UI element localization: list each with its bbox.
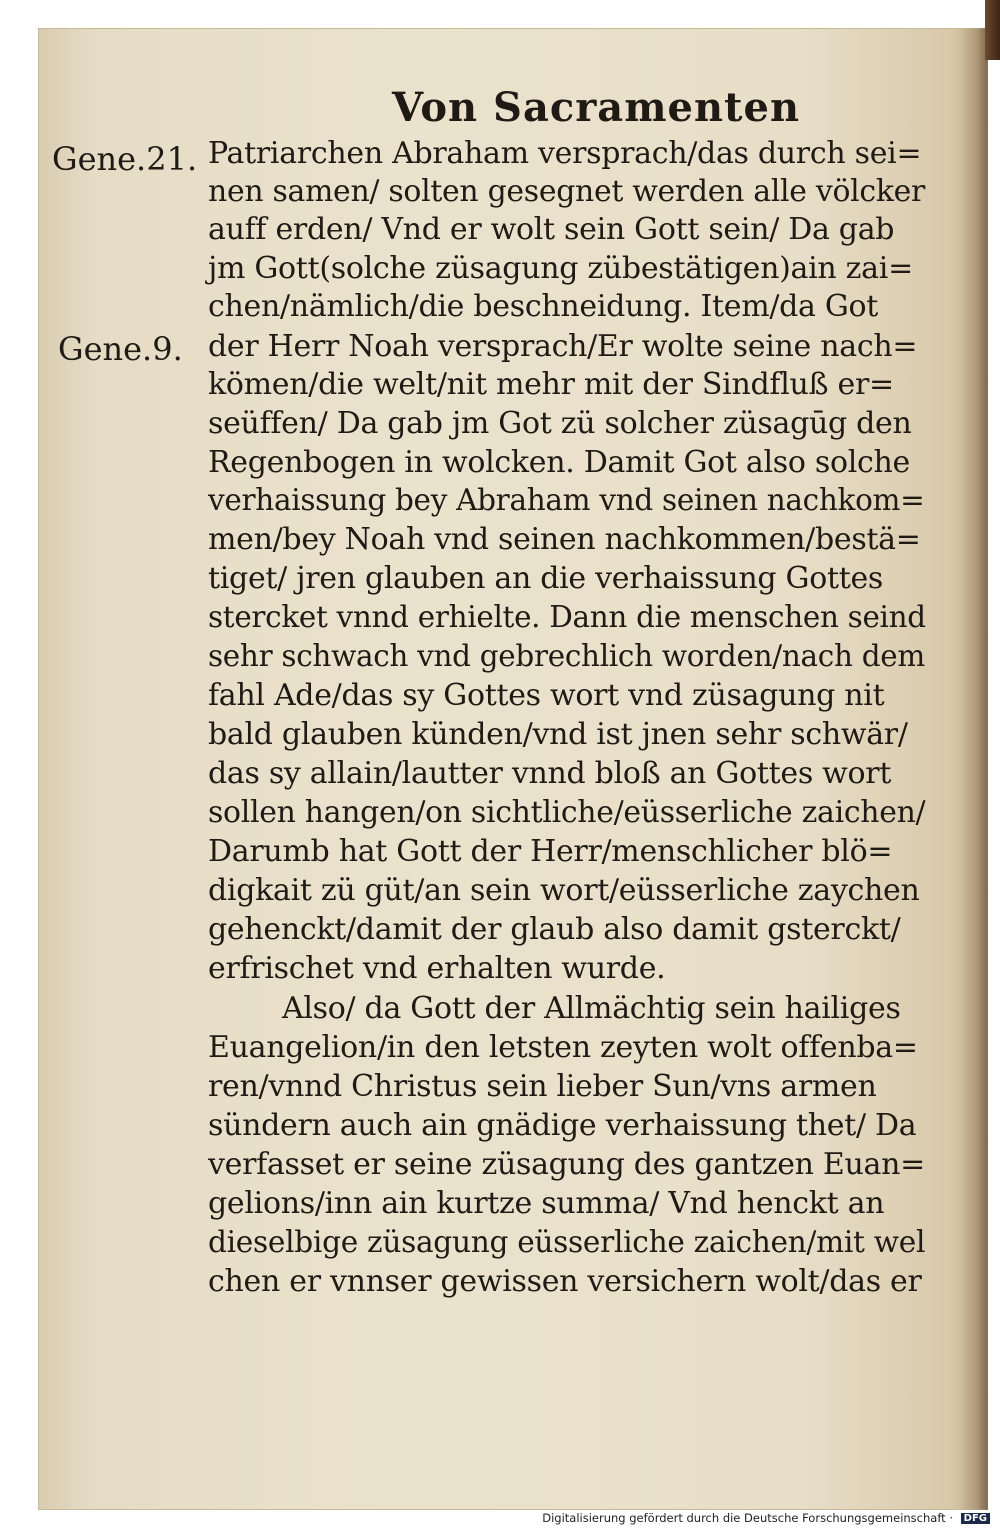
text-line: jm Gott(solche züsagung zübestätigen)ain zai= (208, 251, 913, 286)
margin-note-gene-9: Gene.9. (58, 330, 183, 368)
text-line: chen/nämlich/die beschneidung. Item/da Got (208, 289, 879, 324)
text-line: seüffen/ Da gab jm Got zü solcher züsagūg den (208, 406, 912, 441)
text-line: Darumb hat Gott der Herr/menschlicher blö= (208, 834, 893, 869)
text-line: der Herr Noah versprach/Er wolte seine nach= (208, 329, 918, 364)
text-line: bald glauben künden/vnd ist jnen sehr schwär/ (208, 717, 908, 752)
text-line: digkait zü güt/an sein wort/eüsserliche zaychen (208, 873, 920, 908)
text-line: fahl Ade/das sy Gottes wort vnd züsagung nit (208, 678, 885, 713)
text-line: Regenbogen in wolcken. Damit Got also solche (208, 445, 911, 480)
text-line: sollen hangen/on sichtliche/eüsserliche zaichen/ (208, 795, 926, 830)
text-line: stercket vnnd erhielte. Dann die menschen seind (208, 600, 926, 635)
text-line: Patriarchen Abraham versprach/das durch sei= (208, 136, 922, 171)
dfg-logo-icon: DFG (961, 1513, 990, 1524)
text-line: auff erden/ Vnd er wolt sein Gott sein/ Da gab (208, 212, 895, 247)
credit-text: Digitalisierung gefördert durch die Deutsche Forschungsgemeinschaft · (542, 1511, 953, 1525)
digitization-credit (542, 1511, 990, 1525)
text-line: sündern auch ain gnädige verhaissung thet/ Da (208, 1108, 917, 1143)
text-line: das sy allain/lautter vnnd bloß an Gottes wort (208, 756, 892, 791)
text-line: dieselbige züsagung eüsserliche zaichen/mit wel (208, 1225, 926, 1260)
text-line: verfasset er seine züsagung des gantzen Euan= (208, 1147, 925, 1182)
text-line: nen samen/ solten gesegnet werden alle völcker (208, 174, 926, 209)
margin-note-gene-21: Gene.21. (52, 140, 198, 178)
text-line: gehenckt/damit der glaub also damit gsterckt/ (208, 912, 901, 947)
text-line: chen er vnnser gewissen versichern wolt/das er (208, 1264, 922, 1299)
text-line: gelions/inn ain kurtze summa/ Vnd henckt an (208, 1186, 885, 1221)
text-line: tiget/ jren glauben an die verhaissung Gottes (208, 561, 884, 596)
text-line: Also/ da Gott der Allmächtig sein hailiges (282, 991, 901, 1026)
text-line: Euangelion/in den letsten zeyten wolt offenba= (208, 1030, 918, 1065)
text-line: sehr schwach vnd gebrechlich worden/nach dem (208, 639, 925, 674)
text-line: men/bey Noah vnd seinen nachkommen/bestä= (208, 522, 921, 557)
text-line: verhaissung bey Abraham vnd seinen nachkom= (208, 483, 925, 518)
text-line: kömen/die welt/nit mehr mit der Sindfluß er= (208, 367, 894, 402)
running-head: Von Sacramenten (392, 84, 801, 131)
text-line: ren/vnnd Christus sein lieber Sun/vns armen (208, 1069, 877, 1104)
text-line: erfrischet vnd erhalten wurde. (208, 951, 666, 986)
